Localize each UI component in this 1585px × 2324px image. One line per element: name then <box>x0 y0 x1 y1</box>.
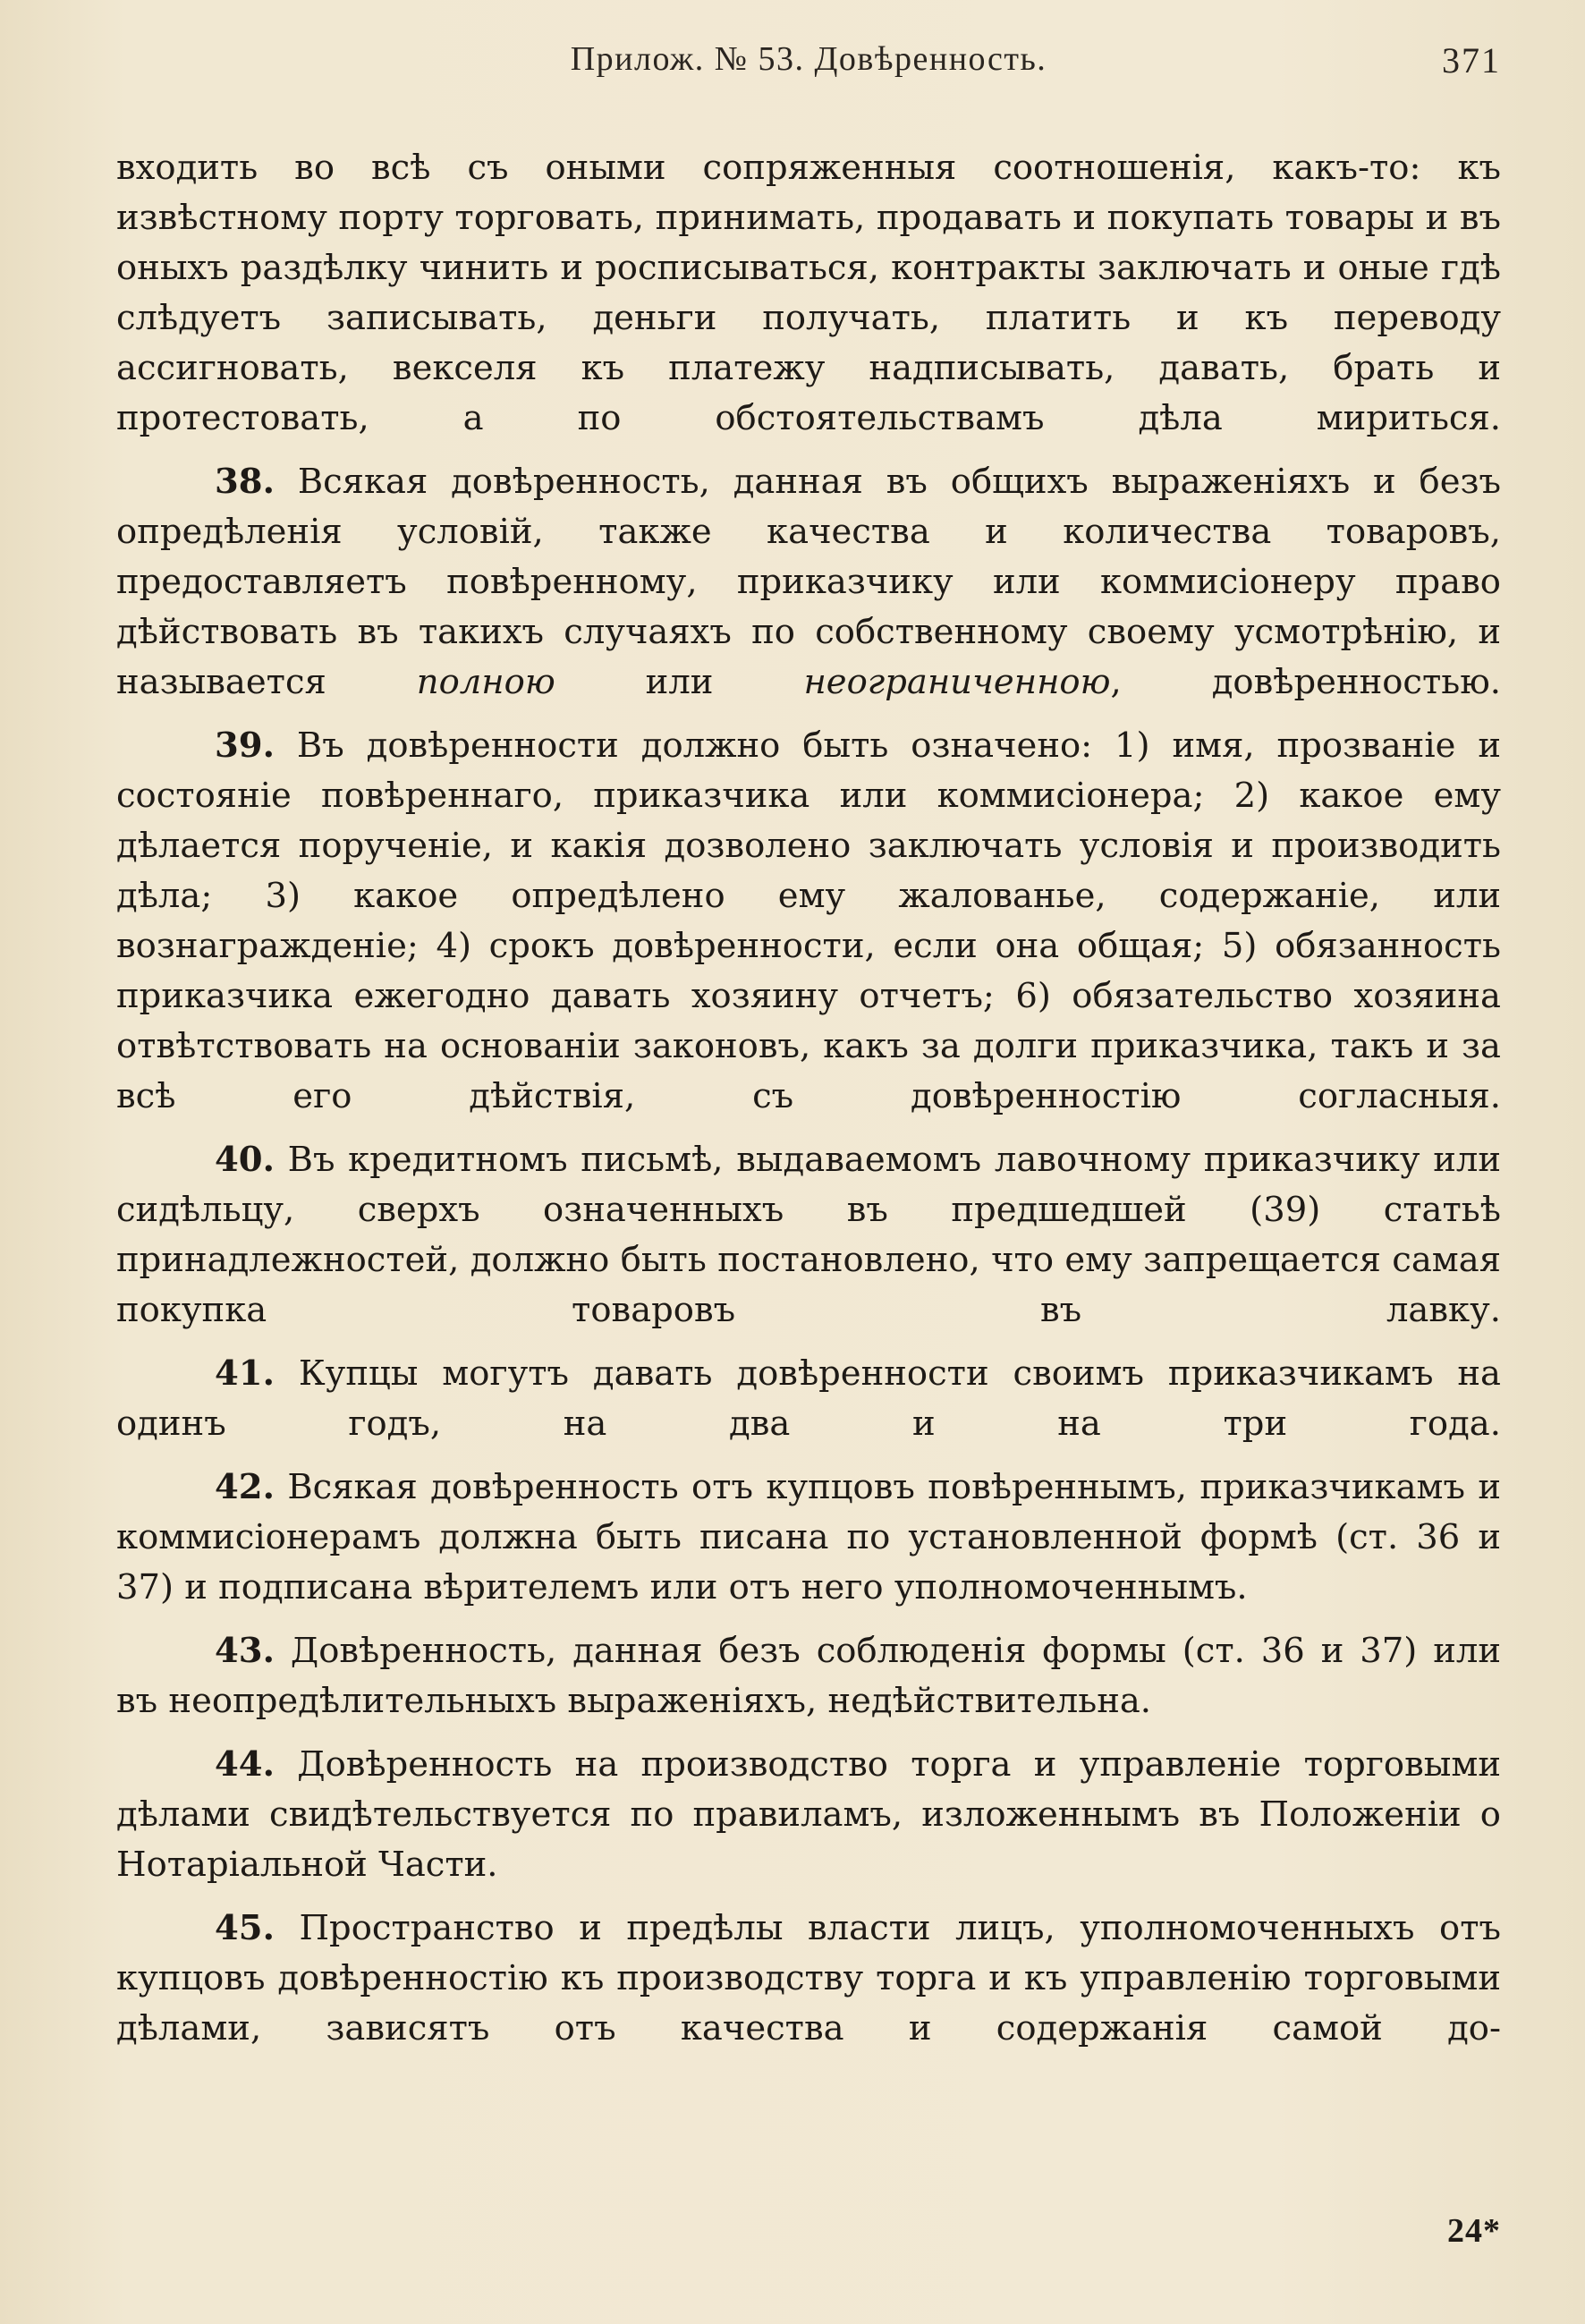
article-number: 39. <box>215 725 275 766</box>
signature-mark: 24* <box>1447 2212 1501 2250</box>
italic-term: неограниченною <box>803 662 1111 702</box>
article-number: 45. <box>215 1908 275 1948</box>
article-42 <box>116 1463 1501 1613</box>
article-number: 38. <box>215 462 275 502</box>
page-header <box>116 39 1501 93</box>
page-number: 371 <box>1442 40 1501 81</box>
paragraph-text: Всякая довѣренность, данная въ общихъ выраженіяхъ и безъ опредѣленія условій, также качества и количества товаровъ, предоставляетъ повѣренному, приказчику или коммисіонеру право дѣйствовать въ такихъ случаяхъ по собственному своему усмотрѣнію, и называется <box>116 462 1501 702</box>
paragraph-text: Въ довѣренности должно быть означено: 1) имя, прозваніе и состояніе повѣреннаго, приказчика или коммисіонера; 2) какое ему дѣлается порученіе, и какія дозволено заключать условія и производить дѣла; 3) какое опредѣлено ему жалованье, содержаніе, или вознагражденіе; 4) срокъ довѣренности, если она общая; 5) обязанность приказчика ежегодно давать хозяину отчетъ; 6) обязательство хозяина отвѣтствовать на основаніи законовъ, какъ за долги приказчика, такъ и за всѣ его дѣйствія, съ довѣренностію согласныя. <box>116 725 1501 1116</box>
paragraph-text: Купцы могутъ давать довѣренности своимъ приказчикамъ на одинъ годъ, на два и на три года. <box>116 1353 1501 1444</box>
paragraph-text: Довѣренность на производство торга и управленіе торговыми дѣлами свидѣтельствуется по правиламъ, изложеннымъ въ Положеніи о Нотаріальной Части. <box>116 1744 1501 1885</box>
paragraph-text: входить во всѣ съ оными сопряженныя соотношенія, какъ-то: къ извѣстному порту торговать, принимать, продавать и покупать товары и въ оныхъ раздѣлку чинить и росписываться, контракты заключать и оные гдѣ слѣдуетъ записывать, деньги получать, платить и къ переводу ассигновать, векселя къ платежу надписывать, давать, брать и протестовать, а по обстоятельствамъ дѣла мириться. <box>116 148 1501 438</box>
paragraph-text: Пространство и предѣлы власти лицъ, уполномоченныхъ отъ купцовъ довѣренностію къ производству торга и къ управленію торговыми дѣлами, зависятъ отъ качества и содержанія самой до- <box>116 1908 1501 2048</box>
article-39 <box>116 721 1501 1122</box>
article-45 <box>116 1904 1501 2054</box>
article-number: 42. <box>215 1467 275 1507</box>
article-number: 44. <box>215 1744 275 1785</box>
article-44 <box>116 1740 1501 1890</box>
paragraph-text: Всякая довѣренность отъ купцовъ повѣреннымъ, приказчикамъ и коммисіонерамъ должна быть писана по установленной формѣ (ст. 36 и 37) и подписана вѣрителемъ или отъ него уполномоченнымъ. <box>116 1467 1501 1607</box>
running-title: Прилож. № 53. Довѣренность. <box>570 40 1047 78</box>
paragraph-text: , довѣренностью. <box>1110 662 1501 702</box>
paragraph-text: или <box>555 662 804 702</box>
article-number: 41. <box>215 1353 275 1394</box>
body-text <box>116 143 1501 2067</box>
article-38 <box>116 457 1501 708</box>
paragraph-text: Довѣренность, данная безъ соблюденія формы (ст. 36 и 37) или въ неопредѣлительныхъ выраженіяхъ, недѣйствительна. <box>116 1631 1501 1721</box>
paragraph-continuation <box>116 143 1501 444</box>
article-40 <box>116 1135 1501 1336</box>
article-41 <box>116 1349 1501 1449</box>
article-number: 40. <box>215 1140 275 1180</box>
paragraph-text: Въ кредитномъ письмѣ, выдаваемомъ лавочному приказчику или сидѣльцу, сверхъ означенныхъ въ предшедшей (39) статьѣ принадлежностей, должно быть постановлено, что ему запрещается самая покупка товаровъ въ лавку. <box>116 1140 1501 1330</box>
article-43 <box>116 1626 1501 1726</box>
article-number: 43. <box>215 1631 275 1671</box>
italic-term: полною <box>416 662 555 702</box>
